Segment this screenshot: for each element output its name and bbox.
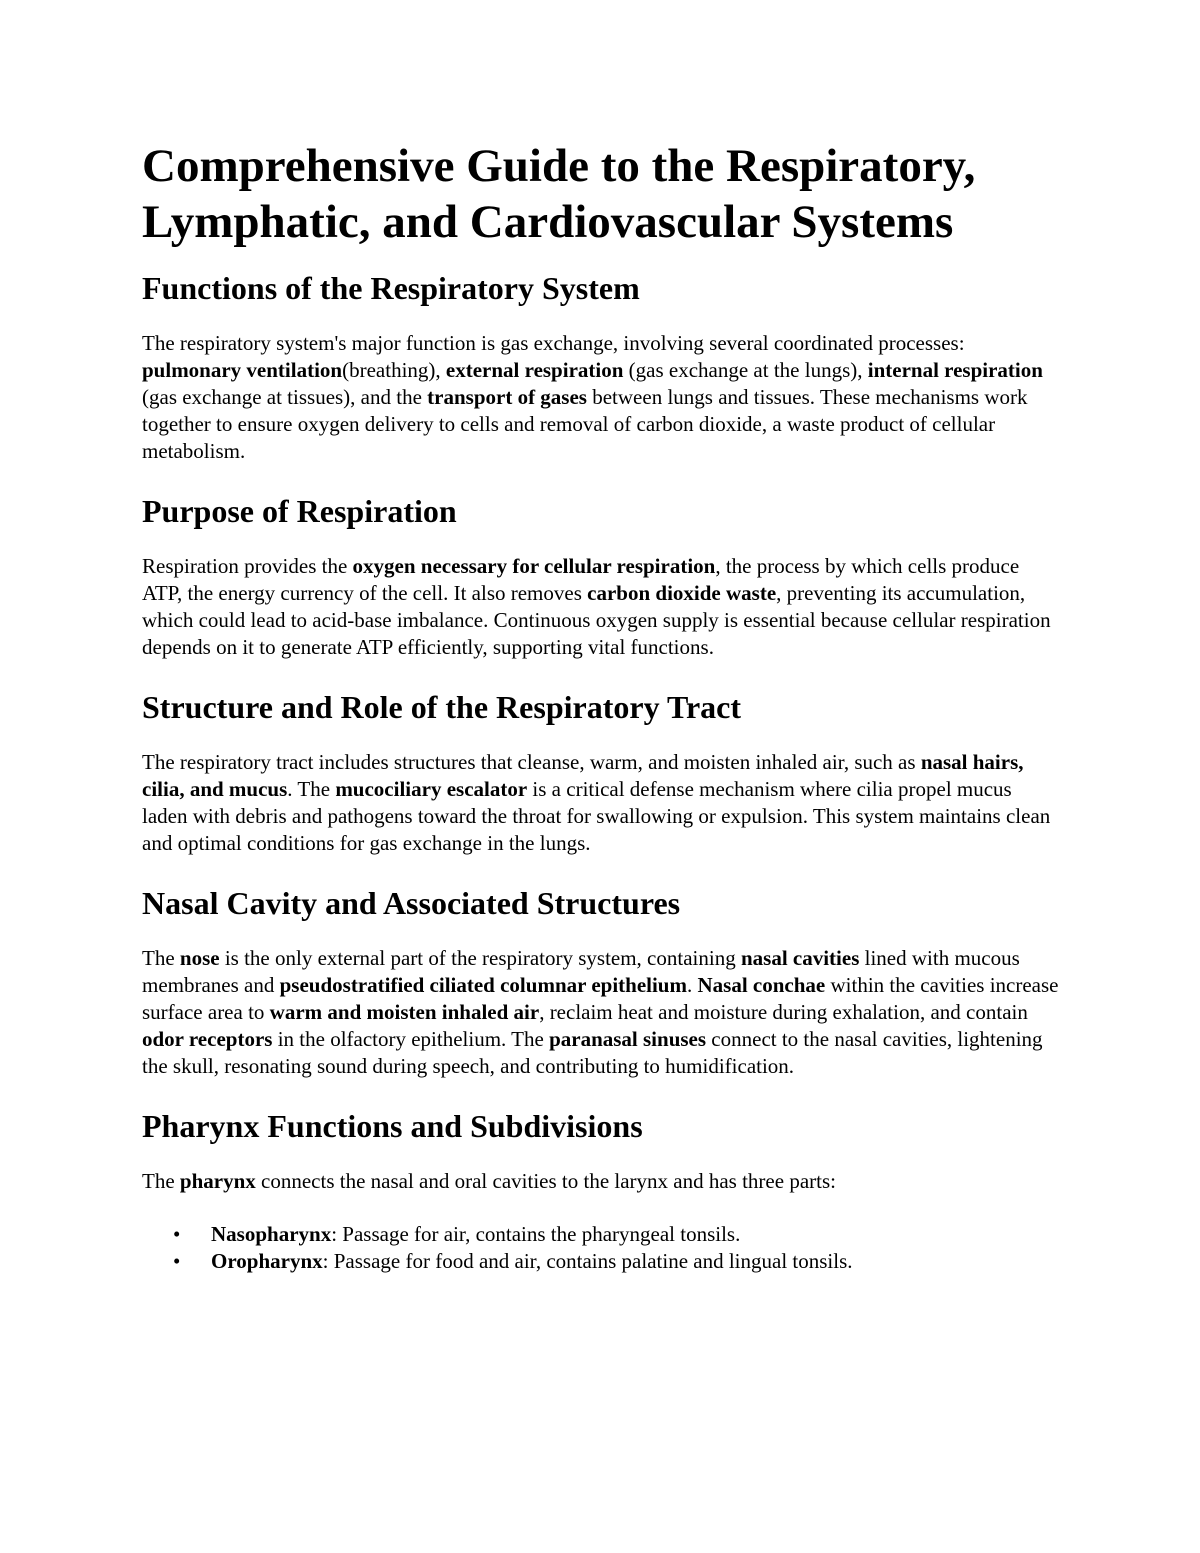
section: [142, 1106, 1062, 1275]
document-title: Comprehensive Guide to the Respiratory, Lymphatic, and Cardiovascular Systems: [142, 140, 976, 248]
bold-term: nasal cavities: [740, 946, 860, 970]
text-run: Respiration provides the: [142, 554, 353, 578]
bold-term: internal respiration: [867, 358, 1043, 382]
text-run: (breathing),: [342, 358, 446, 382]
bold-term: carbon dioxide waste: [587, 581, 777, 605]
text-run: . The: [287, 777, 336, 801]
list-item-text: : Passage for food and air, contains palatine and lingual tonsils.: [322, 1249, 853, 1273]
section-paragraph: [142, 749, 1062, 857]
list-item-text: : Passage for air, contains the pharyngeal tonsils.: [331, 1222, 741, 1246]
bold-term: nose: [179, 946, 220, 970]
text-run: within the cavities increase surface area to: [142, 973, 1059, 1024]
bold-term: nasal hairs, cilia, and mucus: [142, 750, 1024, 801]
document-body: [142, 268, 1062, 1275]
bullet-icon: •: [173, 1249, 181, 1273]
document-page: [142, 138, 1062, 1275]
text-run: , reclaim heat and moisture during exhalation, and contain: [539, 1000, 1028, 1024]
section-paragraph: [142, 330, 1062, 465]
text-run: The: [142, 1169, 180, 1193]
bold-term: Nasal conchae: [697, 973, 826, 997]
bold-term: warm and moisten inhaled air: [269, 1000, 540, 1024]
text-run: connects the nasal and oral cavities to the larynx and has three parts:: [255, 1169, 836, 1193]
list-item: [142, 1221, 1062, 1248]
bullet-list: [142, 1221, 1062, 1275]
bold-term: oxygen necessary for cellular respiration: [352, 554, 716, 578]
section-heading: Functions of the Respiratory System: [142, 270, 640, 306]
text-run: is a critical defense mechanism where cilia propel mucus laden with debris and pathogens toward the throat for swallowing or expulsion. This system maintains clean and optimal conditions for gas exchange in the lungs.: [142, 777, 1051, 855]
section-paragraph: [142, 553, 1062, 661]
bold-term: pharynx: [179, 1169, 256, 1193]
bold-term: transport of gases: [427, 385, 587, 409]
text-run: is the only external part of the respiratory system, containing: [219, 946, 741, 970]
text-run: between lungs and tissues. These mechanisms work together to ensure oxygen delivery to cells and removal of carbon dioxide, a waste product of cellular metabolism.: [142, 385, 1028, 463]
bold-term: paranasal sinuses: [549, 1027, 707, 1051]
bold-term: pulmonary ventilation: [142, 358, 343, 382]
bold-term: external respiration: [445, 358, 624, 382]
text-run: , the process by which cells produce ATP, the energy currency of the cell. It also removes: [142, 554, 1020, 605]
text-run: lined with mucous membranes and: [142, 946, 1020, 997]
section: [142, 687, 1062, 857]
text-run: in the olfactory epithelium. The: [272, 1027, 550, 1051]
text-run: (gas exchange at the lungs),: [623, 358, 868, 382]
text-run: The respiratory tract includes structures that cleanse, warm, and moisten inhaled air, such as: [142, 750, 921, 774]
bold-term: odor receptors: [142, 1027, 273, 1051]
text-run: The respiratory system's major function is gas exchange, involving several coordinated processes:: [142, 331, 965, 355]
section-heading: Pharynx Functions and Subdivisions: [142, 1108, 643, 1144]
text-run: connect to the nasal cavities, lightening the skull, resonating sound during speech, and contributing to humidification.: [142, 1027, 1043, 1078]
text-run: (gas exchange at tissues), and the: [142, 385, 428, 409]
list-item-term: Oropharynx: [211, 1249, 323, 1273]
bullet-icon: •: [173, 1222, 181, 1246]
section-heading: Structure and Role of the Respiratory Tract: [142, 689, 742, 725]
text-run: , preventing its accumulation, which could lead to acid-base imbalance. Continuous oxygen supply is essential because cellular respiration depends on it to generate ATP efficiently, supporting vital functions.: [142, 581, 1051, 659]
bold-term: pseudostratified ciliated columnar epithelium: [279, 973, 687, 997]
section-paragraph: [142, 1168, 1062, 1195]
section-heading: Nasal Cavity and Associated Structures: [142, 885, 681, 921]
text-run: The: [142, 946, 180, 970]
section-paragraph: [142, 945, 1062, 1080]
section-heading: Purpose of Respiration: [142, 493, 457, 529]
section: [142, 883, 1062, 1080]
list-item-term: Nasopharynx: [211, 1222, 332, 1246]
text-run: .: [686, 973, 698, 997]
section: [142, 268, 1062, 465]
list-item: [142, 1248, 1062, 1275]
bold-term: mucociliary escalator: [335, 777, 528, 801]
section: [142, 491, 1062, 661]
